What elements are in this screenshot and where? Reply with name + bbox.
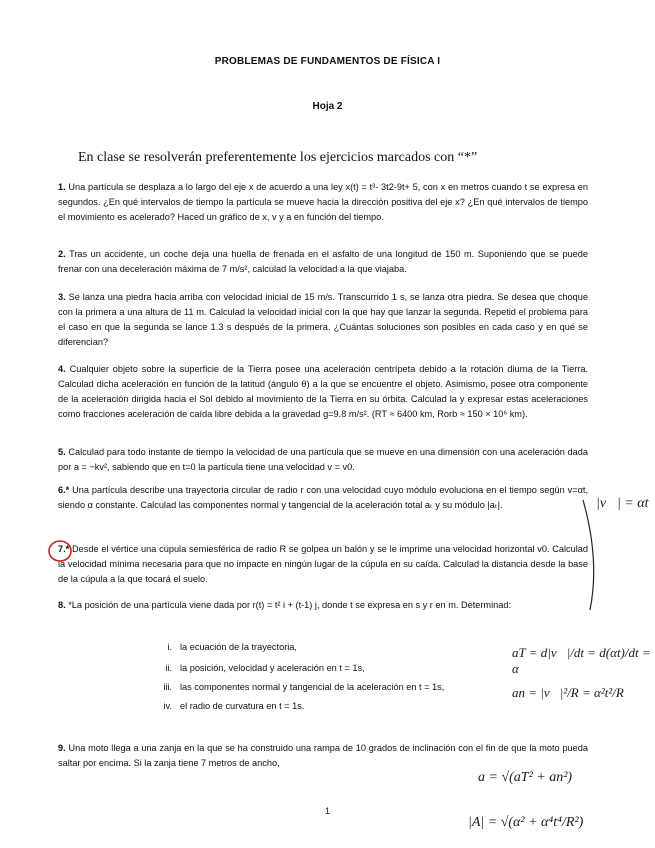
bracket-stroke	[583, 500, 594, 610]
sublist-roman: iv.	[163, 701, 172, 711]
problem-text: Calculad para todo instante de tiempo la velocidad de una partícula que se mueve en una dimensión con una aceleración dada por a = −kv², sabiendo que en t=0 la partícula tiene una velocidad v = v0.	[58, 447, 588, 472]
sublist-text: la ecuación de la trayectoria,	[180, 642, 297, 652]
sublist-roman: i.	[167, 642, 172, 652]
problem-text: Una partícula describe una trayectoria circular de radio r con una velocidad cuyo módulo evoluciona en el tiempo según v=αt, siendo α constante. Calculad las componentes normal y tangencial de la aceleración total aₜ y su módulo |aₜ|.	[58, 485, 588, 510]
handwritten-note-velocity: |v⃗| = αt	[596, 496, 649, 511]
page-number: 1	[324, 806, 330, 816]
problem-number: 8.	[58, 600, 66, 610]
handwritten-note-tangential: aT = d|v⃗|/dt = d(αt)/dt = α	[512, 645, 651, 676]
problem-text: *La posición de una partícula viene dada por r(t) = t² i + (t-1) j, donde t se expresa en s y r en m. Determinad:	[68, 600, 511, 610]
sublist-roman: iii.	[163, 682, 172, 692]
problem-number: 5.	[58, 447, 66, 457]
problem-text: Se lanza una piedra hacia arriba con velocidad inicial de 15 m/s. Transcurrido 1 s, se lanza otra piedra. Se desea que choque con la primera a una altura de 11 m. Calculad la velocidad inicial con la que hay que lanzar la segunda. Repetid el problema para el caso en que la segunda se lance 1.3 s después de la primera. ¿Cuántas soluciones son posibles en cada caso y en qué se diferencian?	[58, 292, 588, 347]
sublist-text: las componentes normal y tangencial de la aceleración en t = 1s,	[180, 682, 445, 692]
problem-number: 6.*	[58, 485, 70, 495]
problem-number: 2.	[58, 249, 66, 259]
sublist-text: la posición, velocidad y aceleración en t = 1s,	[180, 663, 365, 673]
problem-text: Tras un accidente, un coche deja una huella de frenada en el asfalto de una longitud de 150 m. Suponiendo que se puede frenar con una deceleración máxima de 7 m/s², calculad la velocidad a la que viajaba.	[58, 249, 589, 274]
handwritten-note-normal: an = |v⃗|²/R = α²t²/R	[512, 685, 624, 700]
problem-number: 9.	[58, 743, 66, 753]
handwritten-note-modulus: |A| = √(α² + α⁴t⁴/R²)	[468, 815, 584, 830]
sheet-label: Hoja 2	[312, 101, 343, 112]
sublist-roman: ii.	[165, 663, 172, 673]
problem-number: 7.*	[58, 544, 70, 554]
sublist-text: el radio de curvatura en t = 1s.	[180, 701, 305, 711]
problem-number: 4.	[58, 364, 66, 374]
problem-text: Una moto llega a una zanja en la que se ha construido una rampa de 10 grados de inclinación con el fin de que la moto pueda saltar por encima. Si la zanja tiene 7 metros de ancho,	[58, 743, 588, 768]
document-title: PROBLEMAS DE FUNDAMENTOS DE FÍSICA I	[214, 56, 441, 67]
red-circle-mark	[49, 541, 71, 561]
problem-number: 1.	[58, 182, 66, 192]
problem-number: 3.	[58, 292, 66, 302]
problem-text: Cualquier objeto sobre la superficie de la Tierra posee una aceleración centrípeta debido a la rotación diurna de la Tierra. Calculad dicha aceleración en función de la latitud (ángulo θ) a la que se encuentre el objeto. Asimismo, posee otra componente de la aceleración dirigida hacia el Sol debido al movimiento de la Tierra en su órbita. Calculad la y expresar estas aceleraciones como fracciones aceleración de caída libre debida a la gravedad g=9.8 m/s². (RT ≈ 6400 km, Rorb ≈ 150 × 10⁶ km).	[58, 364, 588, 419]
handwritten-note-total: a = √(aT² + an²)	[478, 770, 573, 785]
problem-text: Desde el vértice una cúpula semiesférica de radio R se golpea un balón y se le imprime una velocidad horizontal v0. Calculad la velocidad mínima necesaria para que no impacte en ningún lugar de la cúpula en su caída. Calculad la distancia desde la base de la cúpula a la que tocará el suelo.	[58, 544, 588, 584]
intro-text: En clase se resolverán preferentemente los ejercicios marcados con “*”	[78, 150, 478, 165]
problem-text: Una partícula se desplaza a lo largo del eje x de acuerdo a una ley x(t) = t³- 3t2-9t+ 5, con x en metros cuando t se expresa en segundos. ¿En qué intervalos de tiempo la partícula se mueve hacia la dirección positiva del eje x? ¿En qué intervalos de tiempo el movimiento es acelerado? Haced un gráfico de x, v y a en función del tiempo.	[58, 182, 588, 222]
